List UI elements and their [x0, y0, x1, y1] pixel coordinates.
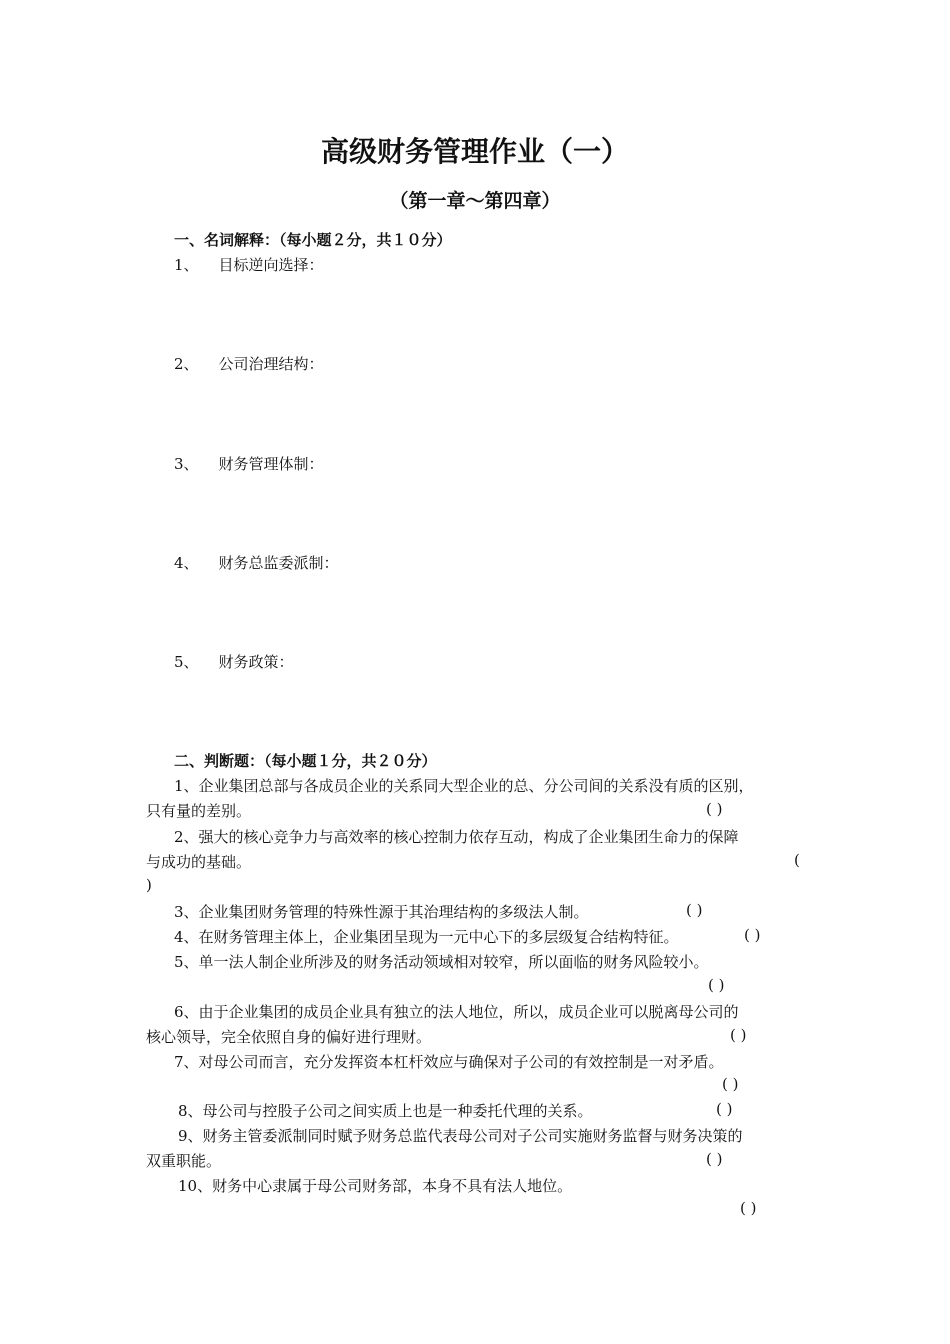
list-item [174, 254, 324, 275]
answer-blank-close[interactable]: ) [146, 876, 152, 894]
item-number: 1、 [174, 256, 199, 274]
answer-blank-open[interactable]: ( [794, 851, 800, 869]
question-10: 10、财务中心隶属于母公司财务部，本身不具有法人地位。 [178, 1177, 573, 1195]
answer-blank[interactable]: ( ) [740, 1199, 757, 1217]
answer-blank[interactable]: ( ) [744, 926, 761, 944]
question-1-line1: 1、企业集团总部与各成员企业的关系同大型企业的总、分公司间的关系没有质的区别， [174, 777, 754, 795]
item-term: 财务管理体制： [218, 455, 324, 473]
page-title: 高级财务管理作业（一） [320, 135, 629, 168]
question-4: 4、在财务管理主体上，企业集团呈现为一元中心下的多层级复合结构特征。 [174, 928, 679, 946]
section-heading-true-false: 二、判断题：（每小题１分，共２０分） [174, 752, 437, 770]
item-number: 5、 [174, 653, 199, 671]
answer-blank[interactable]: ( ) [722, 1075, 739, 1093]
question-1-line2: 只有量的差别。 [146, 802, 252, 820]
question-8: 8、母公司与控股子公司之间实质上也是一种委托代理的关系。 [178, 1102, 593, 1120]
page-subtitle: （第一章～第四章） [389, 190, 561, 212]
section-heading-definitions: 一、名词解释：（每小题２分，共１０分） [174, 231, 452, 249]
answer-blank[interactable]: ( ) [730, 1026, 747, 1044]
answer-blank[interactable]: ( ) [706, 1150, 723, 1168]
item-number: 3、 [174, 455, 199, 473]
list-item [174, 651, 294, 672]
item-term: 财务总监委派制： [218, 554, 339, 572]
item-number: 2、 [174, 355, 199, 373]
question-2-line1: 2、强大的核心竞争力与高效率的核心控制力依存互动，构成了企业集团生命力的保障 [174, 828, 739, 846]
answer-blank[interactable]: ( ) [686, 901, 703, 919]
item-term: 目标逆向选择： [218, 256, 324, 274]
item-number: 4、 [174, 554, 199, 572]
question-9-line2: 双重职能。 [146, 1152, 222, 1170]
question-7: 7、对母公司而言，充分发挥资本杠杆效应与确保对子公司的有效控制是一对矛盾。 [174, 1053, 724, 1071]
question-9-line1: 9、财务主管委派制同时赋予财务总监代表母公司对子公司实施财务监督与财务决策的 [178, 1127, 743, 1145]
answer-blank[interactable]: ( ) [708, 976, 725, 994]
question-3: 3、企业集团财务管理的特殊性源于其治理结构的多级法人制。 [174, 903, 589, 921]
question-5: 5、单一法人制企业所涉及的财务活动领域相对较窄，所以面临的财务风险较小。 [174, 953, 709, 971]
item-term: 财务政策： [218, 653, 294, 671]
question-2-line2: 与成功的基础。 [146, 853, 252, 871]
list-item [174, 353, 324, 374]
question-6-line1: 6、由于企业集团的成员企业具有独立的法人地位，所以，成员企业可以脱离母公司的 [174, 1003, 739, 1021]
question-6-line2: 核心领导，完全依照自身的偏好进行理财。 [146, 1028, 432, 1046]
item-term: 公司治理结构： [218, 355, 324, 373]
answer-blank[interactable]: ( ) [706, 800, 723, 818]
answer-blank[interactable]: ( ) [716, 1100, 733, 1118]
list-item [174, 453, 324, 474]
list-item [174, 552, 339, 573]
